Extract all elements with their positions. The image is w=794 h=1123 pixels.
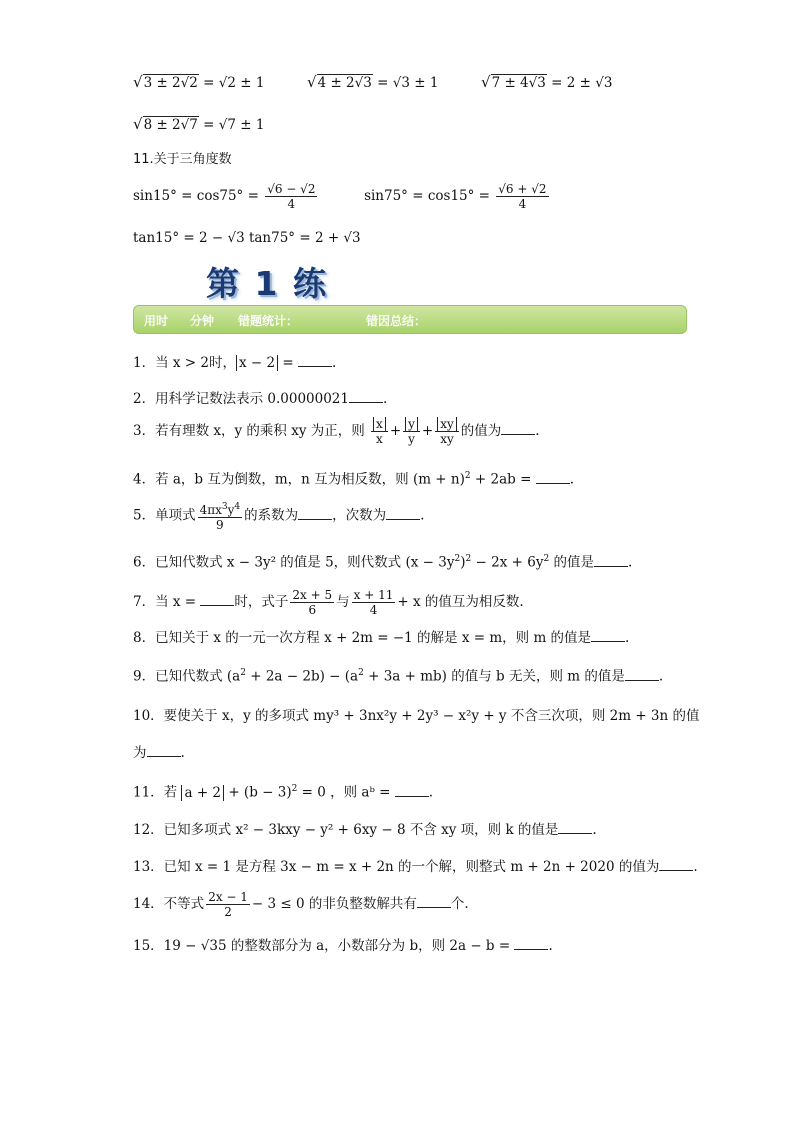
question-15-text: 15．19 − √35 的整数部分为 a，小数部分为 b，则 2a − b = <box>133 938 511 954</box>
info-bar <box>133 305 687 334</box>
question-3-text: 3．若有理数 x，y 的乘积 xy 为正，则 <box>133 423 365 439</box>
question-5-mid: 的系数为 <box>244 507 299 524</box>
radical-result-2: = √3 ± 1 <box>377 75 439 91</box>
radical-result-3: = 2 ± √3 <box>551 75 613 91</box>
question-5: 5．单项式 $\frac{4\pi x^3y^4}{9}$ 的系数为 ，次数为 . <box>133 502 425 532</box>
tan-row: tan15° = 2 − √3 tan75° = 2 + √3 <box>133 230 361 246</box>
question-7-mid: 时，式子 <box>234 594 289 610</box>
fraction: $\frac{y}{y}$ <box>403 417 420 446</box>
question-9: 9．已知代数式 $(a^2 + 2a - 2b) - (a^2 + 3a + mb)$ 的值与 b 无关，则 m 的值是 . <box>133 663 663 687</box>
trig-heading: 11.关于三角度数 <box>133 152 232 167</box>
question-5-text: 5．单项式 <box>133 507 196 524</box>
answer-blank <box>591 627 625 642</box>
question-11-text: 11．若 <box>133 784 178 801</box>
abs-expr: x − 2 <box>236 355 278 371</box>
question-11-tail: ，则 aᵇ = <box>330 784 391 801</box>
question-9-text: 9．已知代数式 <box>133 668 223 685</box>
question-2: 2．用科学记数法表示 0.00000021 . <box>133 388 387 409</box>
question-6-tail: 的值是 <box>553 554 594 571</box>
radical-result-4: = √7 ± 1 <box>203 117 265 133</box>
question-10-tail: 为 <box>133 745 147 761</box>
bar-minutes: 分钟 <box>190 314 215 328</box>
question-8: 8．已知关于 x 的一元一次方程 x + 2m = −1 的解是 x = m，则 m 的值是 . <box>133 627 629 648</box>
bar-time: 用时 <box>144 314 169 328</box>
answer-blank <box>558 819 592 834</box>
question-3-tail: 的值为 <box>460 423 502 439</box>
question-7-and: 与 <box>336 594 350 610</box>
question-3: 3．若有理数 x，y 的乘积 xy 为正，则 $\frac{x}{x}$ + $\frac{y}{y}$ + $\frac{xy}{xy}$ 的值为 . <box>133 417 540 446</box>
answer-blank <box>349 388 383 403</box>
bar-error-stats: 错题统计： <box>238 314 299 328</box>
answer-blank <box>501 420 535 435</box>
answer-blank <box>625 666 659 681</box>
question-1-text: 1．当 x > 2时， <box>133 355 236 371</box>
question-11: 11．若 $a + 2 + (b - 3)^2 = 0$ ，则 aᵇ = . <box>133 779 433 803</box>
question-10 <box>133 706 700 726</box>
answer-blank <box>594 552 628 567</box>
fraction: $\frac{x}{x}$ <box>371 417 388 446</box>
question-4-text: 4．若 a，b 互为倒数，m，n 互为相反数，则 <box>133 471 409 488</box>
question-4: 4．若 a，b 互为倒数，m，n 互为相反数，则 $(m + n)^2 + 2ab$ = . <box>133 466 574 490</box>
answer-blank <box>395 782 429 797</box>
question-14-mid: − 3 ≤ 0 的非负整数解共有 <box>251 896 417 912</box>
question-2-text: 2．用科学记数法表示 0.00000021 <box>133 391 349 407</box>
question-10-cont: 为 . <box>133 742 185 763</box>
section-title: 第 1 练 <box>206 264 328 303</box>
fraction: $\frac{2x - 1}{2}$ <box>208 890 248 919</box>
answer-blank <box>417 893 451 908</box>
bar-error-summary: 错因总结： <box>366 314 427 328</box>
radical-expr-4: √8 ± 2√7 <box>133 115 198 133</box>
answer-blank <box>298 352 332 367</box>
radical-expr-1: √3 ± 2√2 <box>133 73 198 91</box>
question-12-text: 12．已知多项式 x² − 3kxy − y² + 6xy − 8 不含 xy 项，则 k 的值是 <box>133 822 559 838</box>
question-12: 12．已知多项式 x² − 3kxy − y² + 6xy − 8 不含 xy 项，则 k 的值是 . <box>133 819 597 840</box>
question-14 <box>133 890 469 919</box>
question-14-text: 14．不等式 <box>133 896 205 912</box>
question-9-tail: 的值与 b 无关，则 m 的值是 <box>451 668 625 685</box>
fraction: $\frac{2x + 5}{6}$ <box>292 588 333 617</box>
fraction: $\frac{x + 11}{4}$ <box>353 588 394 617</box>
radical-result-1: = √2 ± 1 <box>203 75 265 91</box>
question-7-text: 7．当 <box>133 594 169 610</box>
radical-expr-2: √4 ± 2√3 <box>307 73 372 91</box>
question-7: 7．当 x = 时，式子 $\frac{2x + 5}{6}$ 与 $\frac{x + 11}{4}$ + x 的值互为相反数. <box>133 588 524 617</box>
answer-blank <box>200 591 234 606</box>
question-8-text: 8．已知关于 x 的一元一次方程 x + 2m = −1 的解是 x = m，则 m 的值是 <box>133 630 592 646</box>
question-5-tail: ，次数为 <box>332 507 387 524</box>
question-6-text: 6．已知代数式 x − 3y² 的值是 5，则代数式 <box>133 554 402 571</box>
question-14-tail: 个. <box>450 896 469 912</box>
question-13-text: 13．已知 x = 1 是方程 3x − m = x + 2n 的一个解，则整式 m + 2n + 2020 的值为 <box>133 859 660 875</box>
sin75-label: sin75° = cos15° = <box>364 188 490 204</box>
radical-expr-3: √7 ± 4√3 <box>481 73 546 91</box>
question-6: 6．已知代数式 x − 3y² 的值是 5，则代数式 $(x - 3y^2)^2 - 2x + 6y^2$ 的值是 . <box>133 549 632 573</box>
sin75-fraction: $\frac{√6 + √2}{4}$ <box>498 182 547 211</box>
question-15: 15．19 − √35 的整数部分为 a，小数部分为 b，则 2a − b = . <box>133 935 553 956</box>
answer-blank <box>147 742 181 757</box>
question-10-text: 10．要使关于 x，y 的多项式 my³ + 3nx²y + 2y³ − x²y + y 不含三次项，则 2m + 3n 的值 <box>133 708 700 724</box>
radical-row-1 <box>133 72 612 93</box>
question-1: 1．当 x > 2时， x − 2 = . <box>133 352 336 373</box>
fraction: $\frac{xy}{xy}$ <box>435 417 459 446</box>
answer-blank <box>298 505 332 520</box>
question-13: 13．已知 x = 1 是方程 3x − m = x + 2n 的一个解，则整式 m + 2n + 2020 的值为 . <box>133 856 698 877</box>
trig-row <box>133 182 551 211</box>
radical-row-2 <box>133 114 264 135</box>
sin15-fraction: $\frac{√6 - √2}{4}$ <box>267 182 316 211</box>
fraction: $\frac{4\pi x^3y^4}{9}$ <box>199 502 241 532</box>
sin15-label: sin15° = cos75° = <box>133 188 259 204</box>
answer-blank <box>659 856 693 871</box>
answer-blank <box>514 935 548 950</box>
question-7-tail: 的值互为相反数. <box>424 594 524 610</box>
answer-blank <box>536 469 570 484</box>
answer-blank <box>386 505 420 520</box>
